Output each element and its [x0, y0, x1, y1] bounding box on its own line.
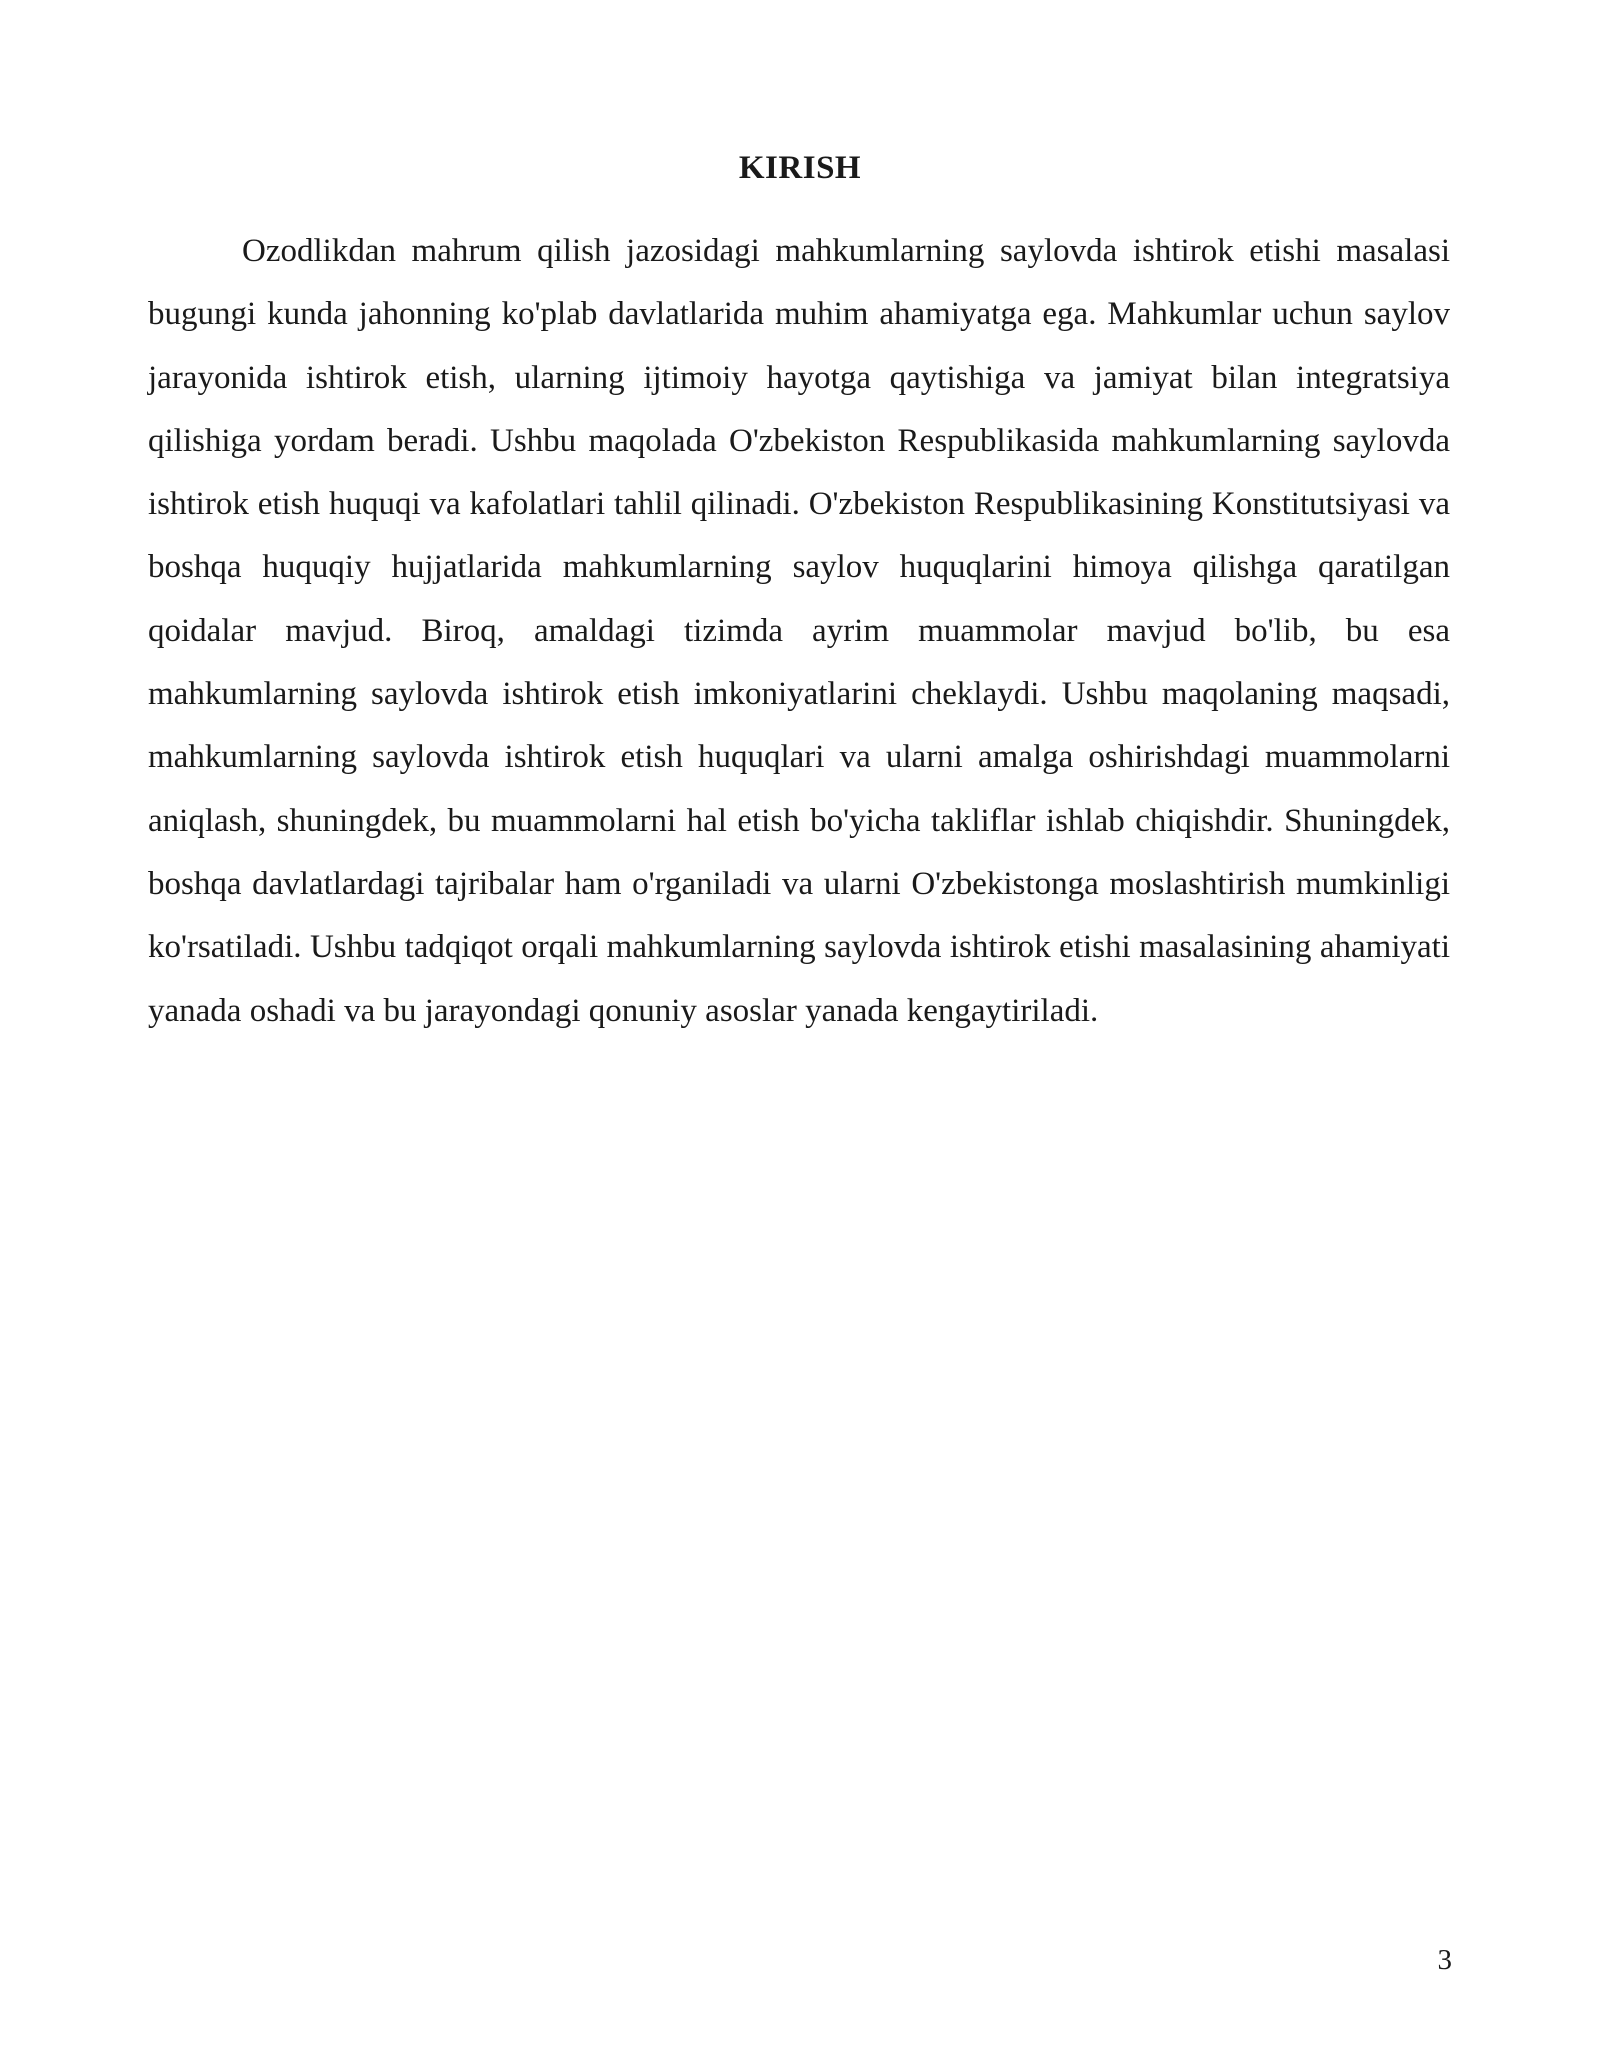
body-paragraph: Ozodlikdan mahrum qilish jazosidagi mahkumlarning saylovda ishtirok etishi masalasi bugungi kunda jahonning ko'plab davlatlarida muhim ahamiyatga ega. Mahkumlar uchun saylov jarayonida ishtirok etish, ularning ijtimoiy hayotga qaytishiga va jamiyat bilan integratsiya qilishiga yordam beradi. Ushbu maqolada O'zbekiston Respublikasida mahkumlarning saylovda ishtirok etish huquqi va kafolatlari tahlil qilinadi. O'zbekiston Respublikasining Konstitutsiyasi va boshqa huquqiy hujjatlarida mahkumlarning saylov huquqlarini himoya qilishga qaratilgan qoidalar mavjud. Biroq, amaldagi tizimda ayrim muammolar mavjud bo'lib, bu esa mahkumlarning saylovda ishtirok etish imkoniyatlarini cheklaydi. Ushbu maqolaning maqsadi, mahkumlarning saylovda ishtirok etish huquqlari va ularni amalga oshirishdagi muammolarni aniqlash, shuningdek, bu muammolarni hal etish bo'yicha takliflar ishlab chiqishdir. Shuningdek, boshqa davlatlardagi tajribalar ham o'rganiladi va ularni O'zbekistonga moslashtirish mumkinligi ko'rsatiladi. Ushbu tadqiqot orqali mahkumlarning saylovda ishtirok etishi masalasining ahamiyati yanada oshadi va bu jarayondagi qonuniy asoslar yanada kengaytiriladi. [148, 233, 1450, 1029]
section-heading: KIRISH [738, 150, 862, 186]
page-number: 3 [1437, 1944, 1452, 1976]
